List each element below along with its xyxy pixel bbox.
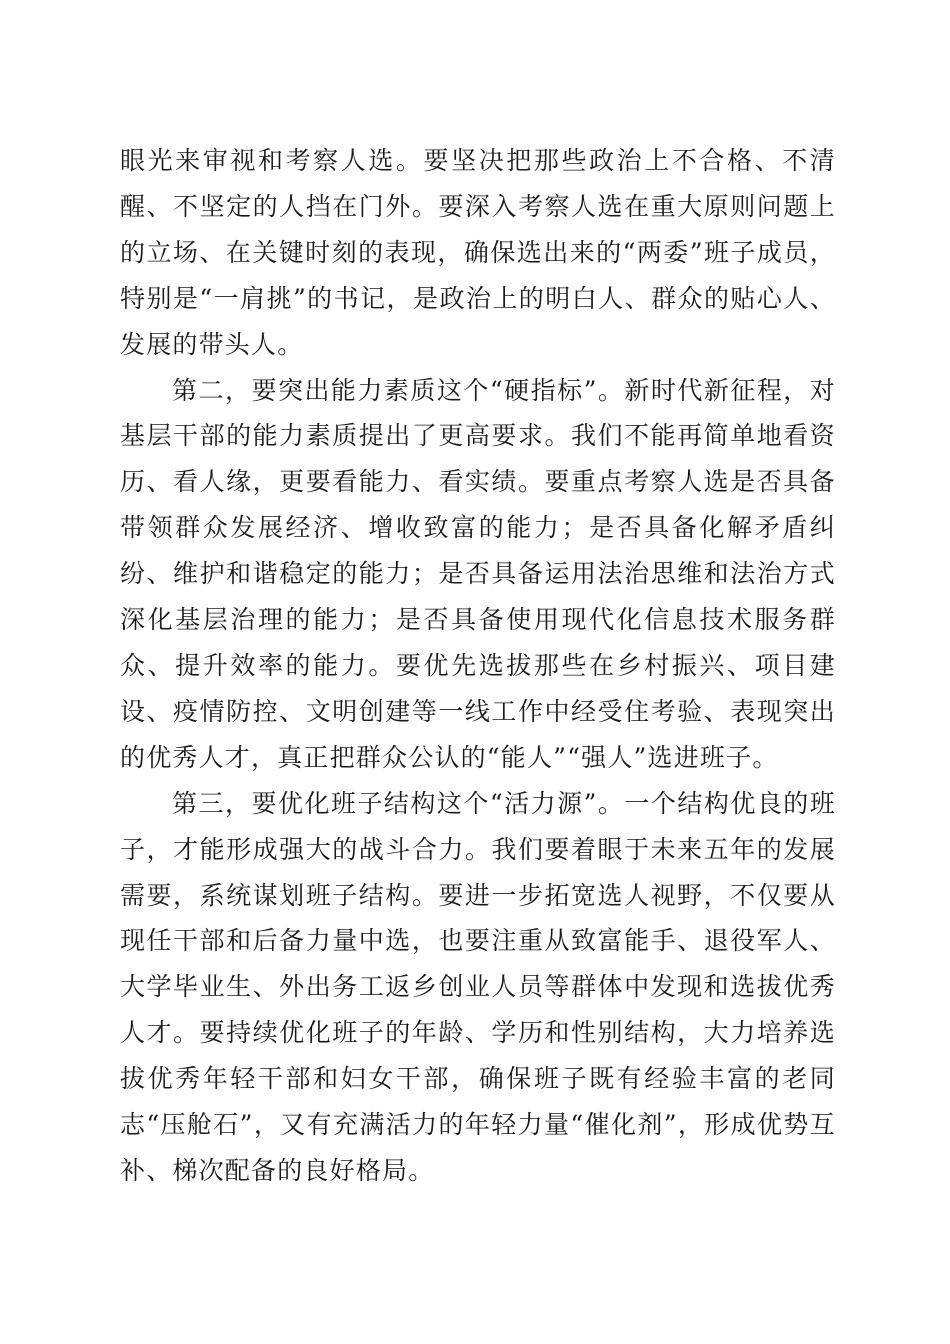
paragraph-continuation: 眼光来审视和考察人选。要坚决把那些政治上不合格、不清醒、不坚定的人挡在门外。要深入考察人选在重大原则问题上的立场、在关键时刻的表现，确保选出来的“两委”班子成员，特别是“一肩挑”的书记，是政治上的明白人、群众的贴心人、发展的带头人。 xyxy=(120,146,836,359)
paragraph-second-point: 第二，要突出能力素质这个“硬指标”。新时代新征程，对基层干部的能力素质提出了更高要求。我们不能再简单地看资历、看人缘，更要看能力、看实绩。要重点考察人选是否具备带领群众发展经济、增收致富的能力；是否具备化解矛盾纠纷、维护和谐稳定的能力；是否具备运用法治思维和法治方式深化基层治理的能力；是否具备使用现代化信息技术服务群众、提升效率的能力。要优先选拔那些在乡村振兴、项目建设、疫情防控、文明创建等一线工作中经受住考验、表现突出的优秀人才，真正把群众公认的“能人”“强人”选进班子。 xyxy=(120,375,836,772)
paragraph-third-point: 第三，要优化班子结构这个“活力源”。一个结构优良的班子，才能形成强大的战斗合力。我们要着眼于未来五年的发展需要，系统谋划班子结构。要进一步拓宽选人视野，不仅要从现任干部和后备力量中选，也要注重从致富能手、退役军人、大学毕业生、外出务工返乡创业人员等群体中发现和选拔优秀人才。要持续优化班子的年龄、学历和性别结构，大力培养选拔优秀年轻干部和妇女干部，确保班子既有经验丰富的老同志“压舱石”，又有充满活力的年轻力量“催化剂”，形成优势互补、梯次配备的良好格局。 xyxy=(120,788,836,1185)
document-body xyxy=(120,138,836,1194)
